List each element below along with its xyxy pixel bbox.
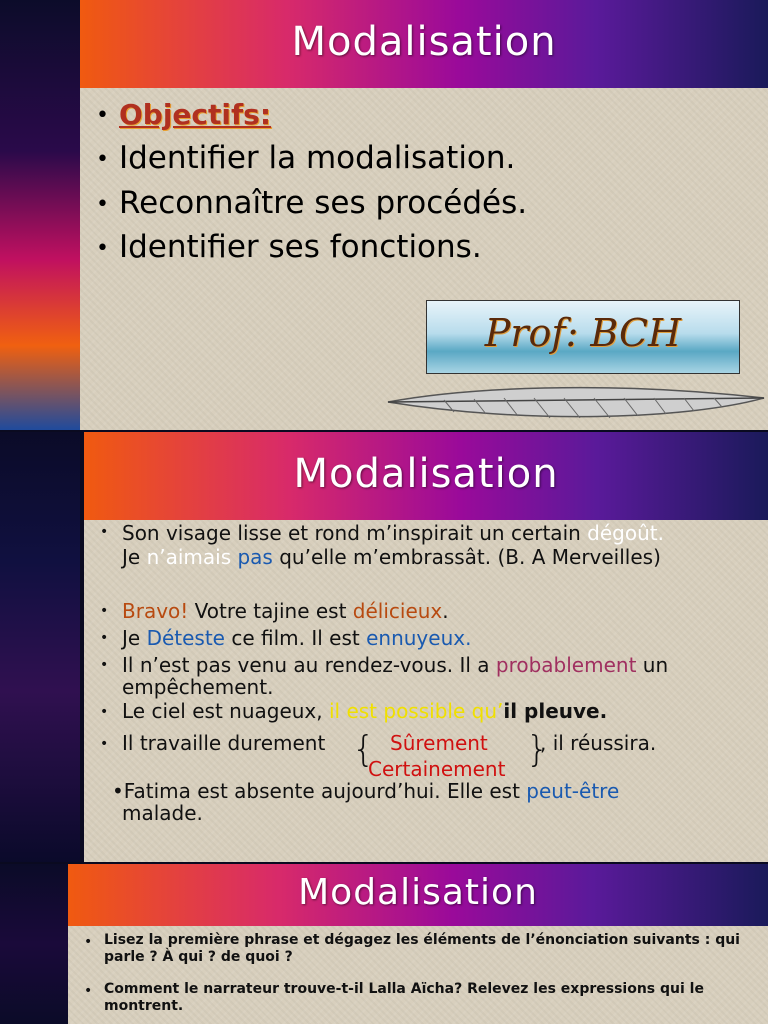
- slide-title: Modalisation: [298, 872, 538, 913]
- example-line: Il travaille durement: [122, 731, 326, 755]
- title-band: [80, 0, 768, 88]
- slide-3: Modalisation • Lisez la première phrase et dégagez les éléments de l’énonciation suivants : qui parle ? À qui ? de quoi ? • Comment le narrateur trouve-t-il Lalla Aïcha? Relevez les expressions qui le montrent.: [0, 864, 768, 1024]
- modal-adverb: Sûrement: [390, 731, 488, 755]
- example-line: Le ciel est nuageux, il est possible qu’il pleuve.: [122, 699, 608, 723]
- example-line: , il réussira.: [540, 731, 657, 755]
- slide-1: [0, 0, 768, 432]
- question-line: montrent.: [104, 998, 184, 1014]
- objective-item: • Identifier ses fonctions.: [96, 229, 482, 265]
- slide-2: Modalisation • Son visage lisse et rond m’inspirait un certain dégoût. Je n’aimais pas qu’elle m’embrassât. (B. A Merveilles) • Bravo! Votre tajine est délicieux. • Je Déteste ce film. Il est ennuyeux. • Il n’est pas venu au rendez-vous. Il a probablement un empêchement. • Le ciel est nuageux, il est possible qu’il pleuve. • Il travaille durement { Sûrement Certainement } , il réussira. •Fatima est absente aujourd’hui. Elle est peut-être malade.: [0, 432, 768, 864]
- brace-open: {: [352, 729, 375, 770]
- example-line: empêchement.: [122, 675, 274, 699]
- objectives-heading: Objectifs:: [118, 98, 272, 131]
- example-line: Il n’est pas venu au rendez-vous. Il a probablement un: [122, 653, 669, 677]
- question-line: Comment le narrateur trouve-t-il Lalla Aïcha? Relevez les expressions qui le: [104, 981, 704, 997]
- modal-adverb: Certainement: [368, 757, 506, 781]
- slide-title: Modalisation: [291, 19, 557, 65]
- title-band: [84, 432, 768, 520]
- title-band: [68, 864, 768, 926]
- question-line: Lisez la première phrase et dégagez les éléments de l’énonciation suivants : qui: [104, 932, 740, 948]
- objectives-heading-row: • Objectifs:: [96, 98, 272, 131]
- slide-side-decoration: [0, 432, 80, 864]
- question-line: parle ? À qui ? de quoi ?: [104, 949, 293, 965]
- slide-side-decoration: [0, 864, 68, 1024]
- signature-text: Prof: BCH: [484, 311, 682, 355]
- objective-item: • Identifier la modalisation.: [96, 140, 516, 176]
- example-line: Je n’aimais pas qu’elle m’embrassât. (B. A Merveilles): [122, 545, 661, 569]
- example-line: Son visage lisse et rond m’inspirait un certain dégoût.: [122, 521, 664, 545]
- example-line: Bravo! Votre tajine est délicieux.: [122, 599, 449, 623]
- feather-quill-icon: [384, 380, 768, 428]
- brace-close: }: [526, 729, 549, 770]
- slide-side-decoration: [0, 0, 80, 432]
- signature-box: [426, 300, 740, 374]
- slide-title: Modalisation: [293, 451, 559, 497]
- example-line: Je Déteste ce film. Il est ennuyeux.: [122, 626, 472, 650]
- example-line: •Fatima est absente aujourd’hui. Elle est peut-être: [112, 779, 620, 803]
- objective-item: • Reconnaître ses procédés.: [96, 185, 528, 221]
- example-line: malade.: [122, 801, 203, 825]
